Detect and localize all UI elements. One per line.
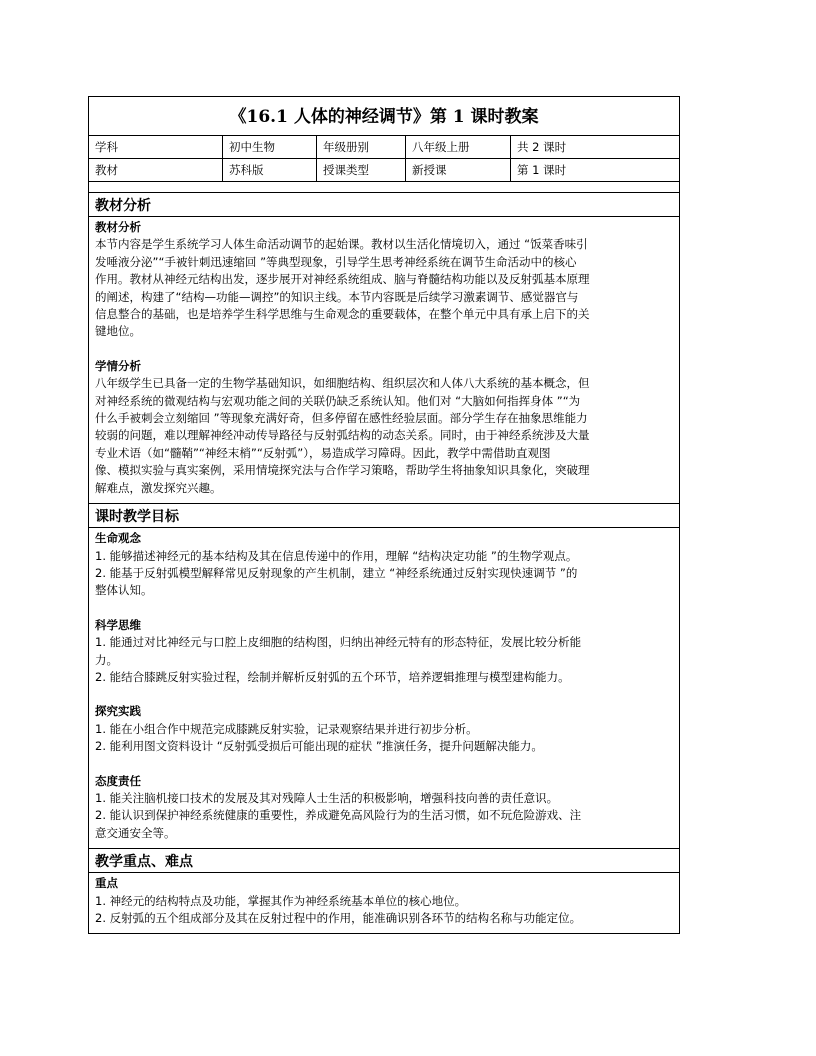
subheading: 重点: [95, 876, 118, 891]
subheading: 生命观念: [95, 531, 141, 546]
subheading: 科学思维: [95, 617, 141, 632]
text-line: 对神经系统的微观结构与宏观功能之间的关联仍缺乏系统认知。他们对 “大脑如何指挥身体 ”“为: [95, 393, 581, 408]
text-line: 2. 反射弧的五个组成部分及其在反射过程中的作用，能准确识别各环节的结构名称与功能定位。: [95, 911, 582, 925]
text-line: 的阐述，构建了“结构—功能—调控”的知识主线。本节内容既是后续学习激素调节、感觉器官与: [95, 289, 579, 304]
text-line: 信息整合的基础，也是培养学生科学思维与生命观念的重要载体，在整个单元中具有承上启下的关: [95, 307, 590, 322]
text-line: 2. 能认识到保护神经系统健康的重要性，养成避免高风险行为的生活习惯，如不玩危险游戏、注: [95, 808, 582, 823]
text-line: 意交通安全等。: [95, 825, 176, 840]
text-line: 像、模拟实验与真实案例，采用情境探究法与合作学习策略，帮助学生将抽象知识具象化，突破理: [95, 463, 590, 478]
text-line: 本节内容是学生系统学习人体生命活动调节的起始课。教材以生活化情境切入，通过 “饭菜香味引: [95, 237, 588, 252]
text-line: 力。: [95, 652, 118, 667]
page-title: 《16.1 人体的神经调节》第 1 课时教案: [89, 97, 679, 136]
section-body-objectives: [89, 528, 679, 849]
text-line: 1. 能够描述神经元的基本结构及其在信息传递中的作用，理解 “结构决定功能 ”的生物学观点。: [95, 548, 578, 563]
text-line: 八年级学生已具备一定的生物学基础知识，如细胞结构、组织层次和人体八大系统的基本概念，但: [95, 376, 590, 391]
info-cell: 初中生物: [223, 136, 317, 158]
subheading: 探究实践: [95, 704, 141, 719]
text-line: 键地位。: [95, 324, 141, 339]
subheading: 态度责任: [95, 773, 141, 788]
lesson-plan-table: [88, 96, 680, 934]
info-cell: 共 2 课时: [517, 140, 567, 154]
text-line: 2. 能基于反射弧模型解释常见反射现象的产生机制，建立 “神经系统通过反射实现快速调节 ”的: [95, 565, 578, 580]
info-row-1: [89, 136, 679, 159]
info-row-2: [89, 159, 679, 182]
text-line: 1. 神经元的结构特点及功能，掌握其作为神经系统基本单位的核心地位。: [95, 893, 467, 908]
section-body-textbook-analysis: [89, 217, 679, 504]
spacer-row: [89, 182, 679, 193]
section-body-key-points: [89, 873, 679, 933]
subheading: 学情分析: [95, 358, 141, 373]
info-cell: 学科: [89, 136, 223, 158]
text-line: 1. 能通过对比神经元与口腔上皮细胞的结构图，归纳出神经元特有的形态特征，发展比较分析能: [95, 635, 582, 650]
section-heading-key-points: 教学重点、难点: [89, 849, 679, 873]
text-line: 2. 能利用图文资料设计 “反射弧受损后可能出现的症状 ”推演任务，提升问题解决能力。: [95, 739, 543, 754]
info-cell: 第 1 课时: [517, 163, 567, 177]
subheading: 教材分析: [95, 220, 141, 234]
text-line: 整体认知。: [95, 583, 153, 598]
info-cell: 授课类型: [317, 159, 406, 181]
info-cell: 教材: [89, 159, 223, 181]
text-line: 什么手被刺会立刻缩回 ”等现象充满好奇，但多停留在感性经验层面。部分学生存在抽象思维能力: [95, 411, 588, 426]
text-line: 作用。教材从神经元结构出发，逐步展开对神经系统组成、脑与脊髓结构功能以及反射弧基本原理: [95, 272, 590, 287]
info-cell: 苏科版: [223, 159, 317, 181]
info-cell: 八年级上册: [406, 136, 511, 158]
section-heading-textbook-analysis: 教材分析: [89, 193, 679, 217]
text-line: 解难点，激发探究兴趣。: [95, 480, 222, 495]
section-heading-objectives: 课时教学目标: [89, 504, 679, 528]
text-line: 2. 能结合膝跳反射实验过程，绘制并解析反射弧的五个环节，培养逻辑推理与模型建构能力。: [95, 669, 570, 684]
info-cell: 新授课: [406, 159, 511, 181]
text-line: 发唾液分泌”“手被针刺迅速缩回 ”等典型现象，引导学生思考神经系统在调节生命活动中的核心: [95, 254, 577, 269]
info-cell: 年级册别: [317, 136, 406, 158]
text-line: 较弱的问题，难以理解神经冲动传导路径与反射弧结构的动态关系。同时，由于神经系统涉及大量: [95, 428, 590, 443]
text-line: 专业术语（如“髓鞘”“神经末梢”“反射弧”），易造成学习障碍。因此，教学中需借助直观图: [95, 445, 551, 460]
text-line: 1. 能在小组合作中规范完成膝跳反射实验，记录观察结果并进行初步分析。: [95, 721, 478, 736]
text-line: 1. 能关注脑机接口技术的发展及其对残障人士生活的积极影响，增强科技向善的责任意识。: [95, 790, 559, 805]
